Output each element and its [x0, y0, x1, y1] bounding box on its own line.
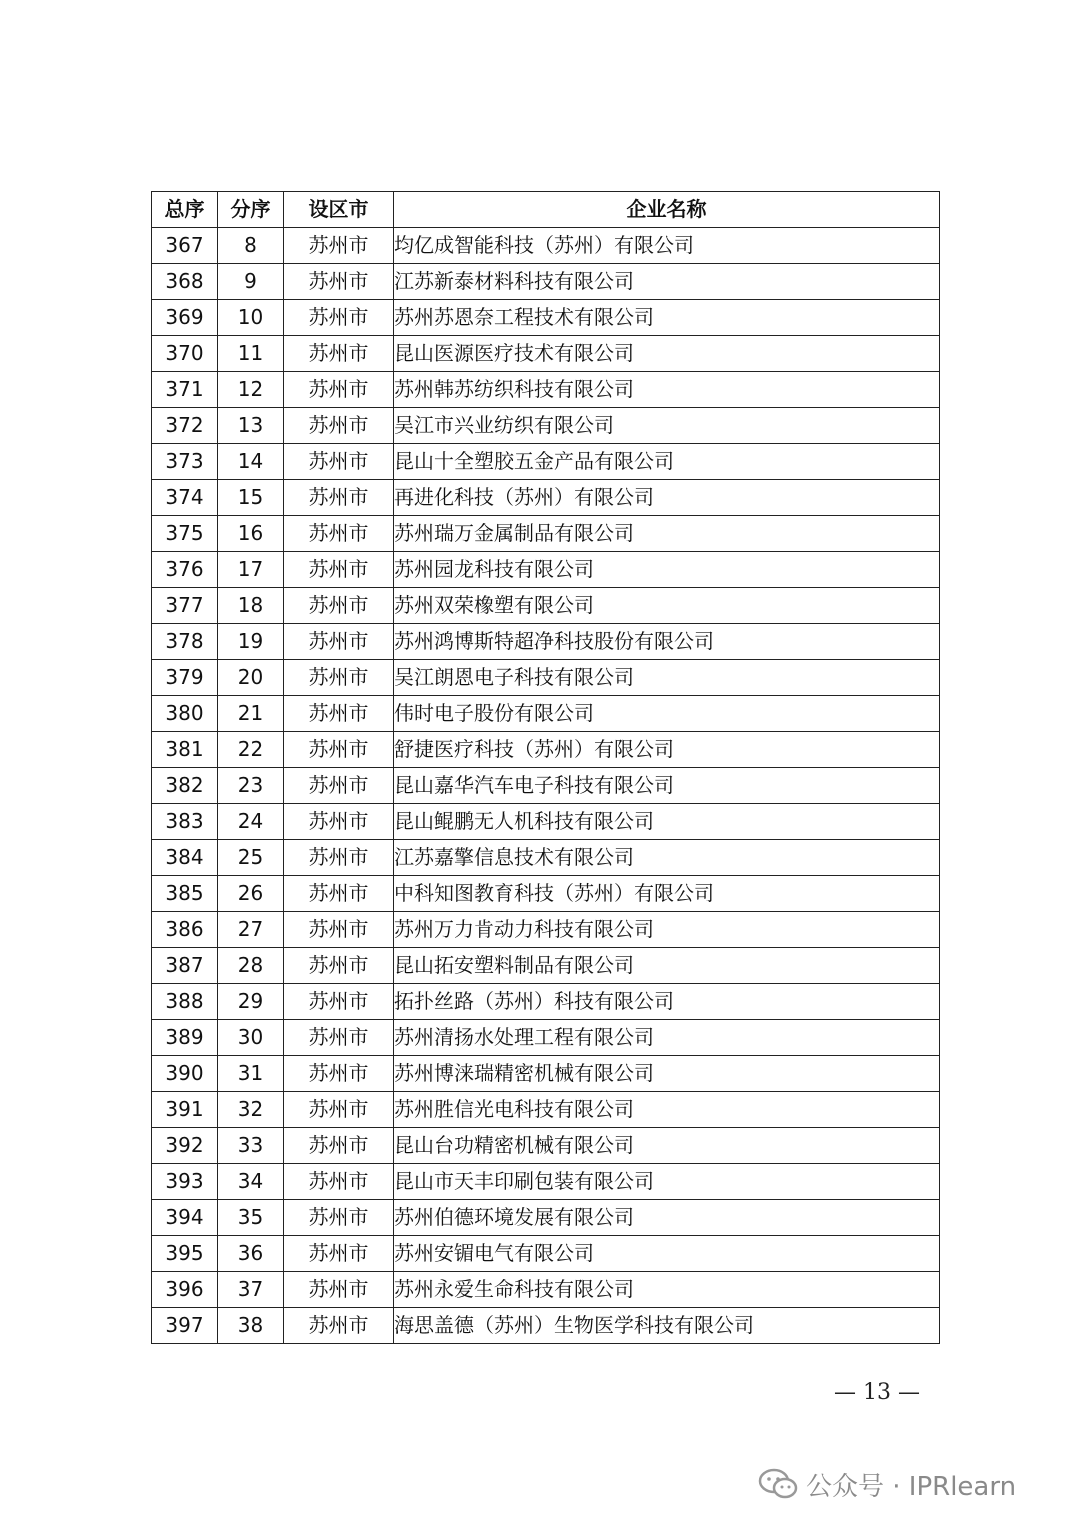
- table-row: [152, 480, 940, 516]
- cell-city: 苏州市: [284, 984, 394, 1020]
- table-row: [152, 804, 940, 840]
- cell-sub-index: 15: [218, 480, 284, 516]
- table-row: [152, 912, 940, 948]
- cell-sub-index: 23: [218, 768, 284, 804]
- table-row: [152, 732, 940, 768]
- table-row: [152, 1056, 940, 1092]
- cell-company-name: 昆山十全塑胶五金产品有限公司: [394, 444, 940, 480]
- cell-city: 苏州市: [284, 516, 394, 552]
- cell-total-index: 390: [152, 1056, 218, 1092]
- cell-sub-index: 29: [218, 984, 284, 1020]
- cell-total-index: 382: [152, 768, 218, 804]
- cell-company-name: 苏州瑞万金属制品有限公司: [394, 516, 940, 552]
- table-row: [152, 336, 940, 372]
- cell-company-name: 拓扑丝路（苏州）科技有限公司: [394, 984, 940, 1020]
- cell-company-name: 苏州万力肯动力科技有限公司: [394, 912, 940, 948]
- cell-total-index: 379: [152, 660, 218, 696]
- table-header-row: [152, 192, 940, 228]
- cell-city: 苏州市: [284, 948, 394, 984]
- cell-total-index: 368: [152, 264, 218, 300]
- table-row: [152, 876, 940, 912]
- table-row: [152, 1272, 940, 1308]
- header-company-name: 企业名称: [394, 192, 940, 228]
- cell-total-index: 387: [152, 948, 218, 984]
- cell-city: 苏州市: [284, 480, 394, 516]
- table-row: [152, 696, 940, 732]
- table-row: [152, 660, 940, 696]
- cell-company-name: 昆山拓安塑料制品有限公司: [394, 948, 940, 984]
- cell-company-name: 均亿成智能科技（苏州）有限公司: [394, 228, 940, 264]
- cell-company-name: 吴江市兴业纺织有限公司: [394, 408, 940, 444]
- cell-sub-index: 10: [218, 300, 284, 336]
- cell-company-name: 苏州韩苏纺织科技有限公司: [394, 372, 940, 408]
- cell-total-index: 374: [152, 480, 218, 516]
- cell-sub-index: 11: [218, 336, 284, 372]
- cell-total-index: 377: [152, 588, 218, 624]
- cell-company-name: 苏州安镅电气有限公司: [394, 1236, 940, 1272]
- watermark: [758, 1466, 1016, 1502]
- cell-company-name: 苏州园龙科技有限公司: [394, 552, 940, 588]
- table-row: [152, 624, 940, 660]
- cell-city: 苏州市: [284, 1236, 394, 1272]
- cell-total-index: 383: [152, 804, 218, 840]
- cell-city: 苏州市: [284, 1308, 394, 1344]
- cell-total-index: 369: [152, 300, 218, 336]
- cell-company-name: 苏州胜信光电科技有限公司: [394, 1092, 940, 1128]
- cell-company-name: 再进化科技（苏州）有限公司: [394, 480, 940, 516]
- table-row: [152, 228, 940, 264]
- cell-city: 苏州市: [284, 1128, 394, 1164]
- cell-sub-index: 9: [218, 264, 284, 300]
- cell-total-index: 389: [152, 1020, 218, 1056]
- cell-city: 苏州市: [284, 732, 394, 768]
- table-row: [152, 1128, 940, 1164]
- cell-sub-index: 12: [218, 372, 284, 408]
- table-row: [152, 1164, 940, 1200]
- cell-total-index: 386: [152, 912, 218, 948]
- cell-total-index: 370: [152, 336, 218, 372]
- cell-sub-index: 21: [218, 696, 284, 732]
- cell-city: 苏州市: [284, 300, 394, 336]
- cell-company-name: 苏州双荣橡塑有限公司: [394, 588, 940, 624]
- cell-total-index: 391: [152, 1092, 218, 1128]
- cell-company-name: 舒捷医疗科技（苏州）有限公司: [394, 732, 940, 768]
- cell-city: 苏州市: [284, 804, 394, 840]
- cell-sub-index: 35: [218, 1200, 284, 1236]
- cell-company-name: 苏州永爱生命科技有限公司: [394, 1272, 940, 1308]
- cell-sub-index: 18: [218, 588, 284, 624]
- cell-company-name: 吴江朗恩电子科技有限公司: [394, 660, 940, 696]
- table-body: [152, 228, 940, 1344]
- cell-company-name: 海思盖德（苏州）生物医学科技有限公司: [394, 1308, 940, 1344]
- cell-sub-index: 31: [218, 1056, 284, 1092]
- table-row: [152, 1200, 940, 1236]
- cell-company-name: 昆山医源医疗技术有限公司: [394, 336, 940, 372]
- cell-company-name: 苏州伯德环境发展有限公司: [394, 1200, 940, 1236]
- table-row: [152, 1020, 940, 1056]
- cell-city: 苏州市: [284, 1200, 394, 1236]
- table-row: [152, 408, 940, 444]
- cell-sub-index: 19: [218, 624, 284, 660]
- table-row: [152, 840, 940, 876]
- cell-total-index: 388: [152, 984, 218, 1020]
- table-row: [152, 984, 940, 1020]
- enterprise-table: [151, 191, 940, 1344]
- cell-city: 苏州市: [284, 372, 394, 408]
- table-row: [152, 516, 940, 552]
- cell-total-index: 376: [152, 552, 218, 588]
- cell-company-name: 江苏新泰材料科技有限公司: [394, 264, 940, 300]
- cell-total-index: 371: [152, 372, 218, 408]
- header-city: 设区市: [284, 192, 394, 228]
- cell-city: 苏州市: [284, 624, 394, 660]
- cell-total-index: 381: [152, 732, 218, 768]
- cell-total-index: 367: [152, 228, 218, 264]
- cell-company-name: 昆山鲲鹏无人机科技有限公司: [394, 804, 940, 840]
- cell-city: 苏州市: [284, 1272, 394, 1308]
- cell-city: 苏州市: [284, 1056, 394, 1092]
- cell-sub-index: 32: [218, 1092, 284, 1128]
- cell-sub-index: 38: [218, 1308, 284, 1344]
- cell-sub-index: 27: [218, 912, 284, 948]
- cell-city: 苏州市: [284, 1020, 394, 1056]
- header-total-index: 总序: [152, 192, 218, 228]
- cell-company-name: 伟时电子股份有限公司: [394, 696, 940, 732]
- cell-company-name: 昆山嘉华汽车电子科技有限公司: [394, 768, 940, 804]
- cell-sub-index: 14: [218, 444, 284, 480]
- cell-company-name: 昆山市天丰印刷包装有限公司: [394, 1164, 940, 1200]
- watermark-text: 公众号 · IPRlearn: [806, 1471, 1017, 1502]
- cell-city: 苏州市: [284, 228, 394, 264]
- table-row: [152, 300, 940, 336]
- header-sub-index: 分序: [218, 192, 284, 228]
- table-row: [152, 552, 940, 588]
- cell-total-index: 394: [152, 1200, 218, 1236]
- cell-city: 苏州市: [284, 876, 394, 912]
- cell-total-index: 395: [152, 1236, 218, 1272]
- table-row: [152, 768, 940, 804]
- cell-sub-index: 26: [218, 876, 284, 912]
- cell-total-index: 375: [152, 516, 218, 552]
- cell-total-index: 396: [152, 1272, 218, 1308]
- table-row: [152, 1308, 940, 1344]
- cell-city: 苏州市: [284, 444, 394, 480]
- cell-sub-index: 17: [218, 552, 284, 588]
- cell-company-name: 苏州博涞瑞精密机械有限公司: [394, 1056, 940, 1092]
- cell-sub-index: 25: [218, 840, 284, 876]
- cell-company-name: 江苏嘉擎信息技术有限公司: [394, 840, 940, 876]
- cell-city: 苏州市: [284, 552, 394, 588]
- cell-company-name: 苏州清扬水处理工程有限公司: [394, 1020, 940, 1056]
- table-row: [152, 264, 940, 300]
- cell-total-index: 392: [152, 1128, 218, 1164]
- cell-city: 苏州市: [284, 1164, 394, 1200]
- table-row: [152, 1236, 940, 1272]
- cell-sub-index: 22: [218, 732, 284, 768]
- page-number: — 13 —: [834, 1380, 920, 1405]
- cell-city: 苏州市: [284, 660, 394, 696]
- cell-sub-index: 16: [218, 516, 284, 552]
- cell-total-index: 380: [152, 696, 218, 732]
- cell-company-name: 苏州苏恩奈工程技术有限公司: [394, 300, 940, 336]
- cell-city: 苏州市: [284, 408, 394, 444]
- cell-city: 苏州市: [284, 1092, 394, 1128]
- cell-city: 苏州市: [284, 768, 394, 804]
- table-row: [152, 1092, 940, 1128]
- cell-city: 苏州市: [284, 264, 394, 300]
- table-row: [152, 372, 940, 408]
- cell-company-name: 苏州鸿博斯特超净科技股份有限公司: [394, 624, 940, 660]
- table-row: [152, 948, 940, 984]
- cell-sub-index: 20: [218, 660, 284, 696]
- cell-total-index: 372: [152, 408, 218, 444]
- cell-sub-index: 13: [218, 408, 284, 444]
- cell-sub-index: 24: [218, 804, 284, 840]
- cell-sub-index: 30: [218, 1020, 284, 1056]
- cell-total-index: 378: [152, 624, 218, 660]
- cell-company-name: 昆山台功精密机械有限公司: [394, 1128, 940, 1164]
- cell-total-index: 384: [152, 840, 218, 876]
- cell-city: 苏州市: [284, 588, 394, 624]
- cell-company-name: 中科知图教育科技（苏州）有限公司: [394, 876, 940, 912]
- cell-sub-index: 28: [218, 948, 284, 984]
- cell-sub-index: 34: [218, 1164, 284, 1200]
- cell-sub-index: 8: [218, 228, 284, 264]
- cell-city: 苏州市: [284, 840, 394, 876]
- cell-city: 苏州市: [284, 336, 394, 372]
- cell-sub-index: 36: [218, 1236, 284, 1272]
- wechat-icon: [758, 1468, 798, 1500]
- cell-city: 苏州市: [284, 912, 394, 948]
- table-row: [152, 588, 940, 624]
- cell-sub-index: 37: [218, 1272, 284, 1308]
- table-row: [152, 444, 940, 480]
- cell-total-index: 397: [152, 1308, 218, 1344]
- cell-city: 苏州市: [284, 696, 394, 732]
- cell-total-index: 373: [152, 444, 218, 480]
- cell-sub-index: 33: [218, 1128, 284, 1164]
- cell-total-index: 385: [152, 876, 218, 912]
- cell-total-index: 393: [152, 1164, 218, 1200]
